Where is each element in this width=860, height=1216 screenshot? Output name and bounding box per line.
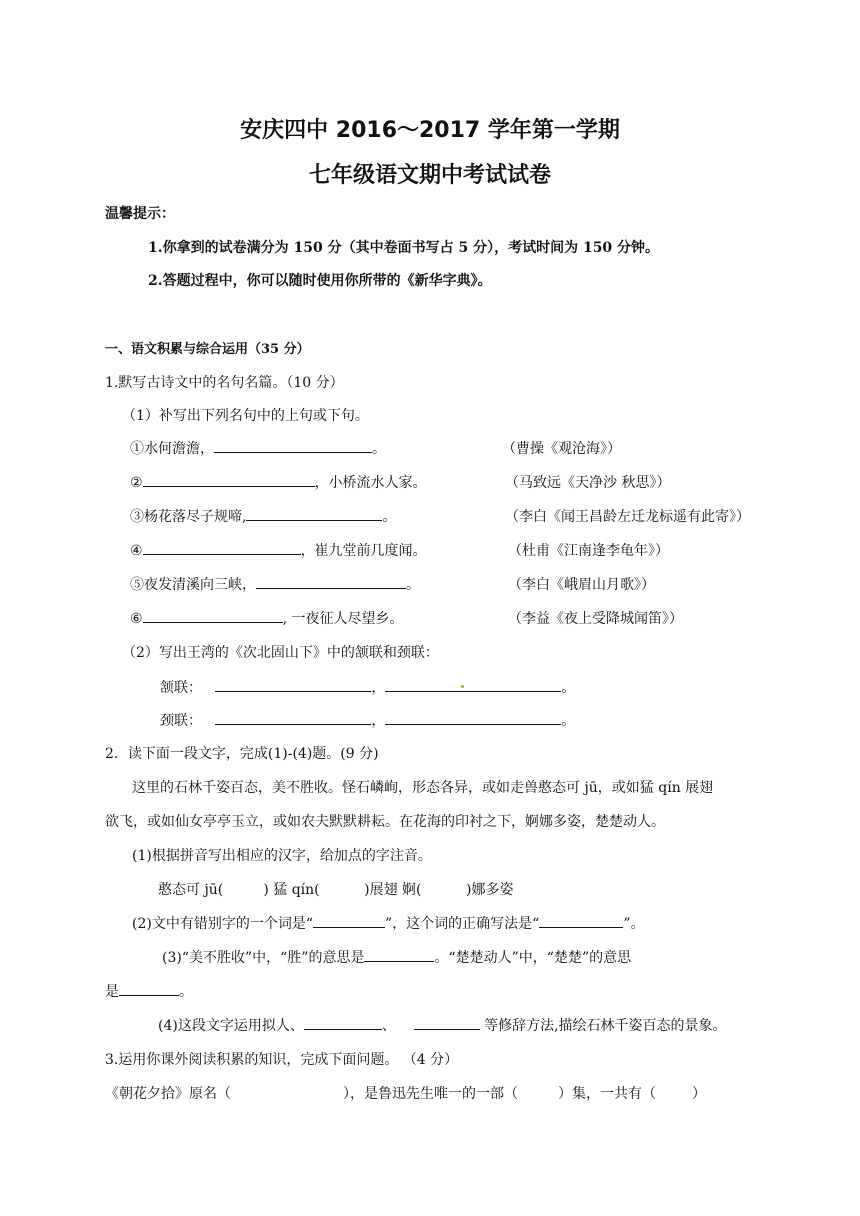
question-1: 1.默写古诗文中的名句名篇。（10 分） [105,375,344,391]
question-2-part-3: (3)“美不胜收”中，“胜”的意思是 。“楚楚动人”中，“楚楚”的意思 [162,947,631,967]
section-heading: 一、语文积累与综合运用（35 分） [105,342,310,357]
page-title: 安庆四中 2016～2017 学年第一学期 [240,118,620,143]
answer-blank[interactable] [143,472,315,487]
question-2-part-3-cont: 是 。 [105,981,193,1001]
mark-dot [461,685,464,688]
question-3: 3.运用你课外阅读积累的知识，完成下面问题。 （4 分） [105,1052,459,1068]
question-1-part-1: （1）补写出下列名句中的上句或下句。 [122,408,369,424]
pinyin-line: 憨态可 jū( ) 猛 qín( )展翅 婀( )娜多姿 [158,882,514,898]
answer-blank[interactable] [143,608,283,623]
poem-source: （马致远《天净沙 秋思》） [505,475,671,491]
answer-blank[interactable] [215,710,371,725]
poem-line: ⑤夜发清溪向三峡， 。 [130,574,420,594]
answer-blank[interactable] [119,981,179,996]
tips-label: 温馨提示： [105,206,175,222]
poem-line: ⑥ , 一夜征人尽望乡。 [130,608,403,628]
answer-blank[interactable] [539,913,623,928]
answer-blank[interactable] [246,506,382,521]
poem-line: ② ，小桥流水人家。 [130,472,427,492]
answer-blank[interactable] [385,710,561,725]
answer-blank[interactable] [215,677,371,692]
answer-blank[interactable] [214,438,372,453]
answer-blank[interactable] [385,677,561,692]
question-2-part-4: (4)这段文字运用拟人、 、 等修辞方法,描绘石林千姿百态的景象。 [158,1015,727,1035]
passage-line: 欲飞，或如仙女亭亭玉立，或如农夫默默耕耘。在花海的印衬之下，婀娜多姿，楚楚动人。 [105,814,665,830]
answer-blank[interactable] [304,1015,382,1030]
poem-line: ①水何澹澹， 。 [130,438,386,458]
poem-source: （杜甫《江南逢李龟年》） [508,543,669,559]
question-2-part-1: (1)根据拼音写出相应的汉字，给加点的字注音。 [132,848,432,864]
poem-line: ④ ，崔九堂前几度闻。 [130,540,427,560]
question-1-part-2: （2）写出王湾的《次北固山下》中的颔联和颈联： [122,645,439,661]
answer-blank[interactable] [313,913,385,928]
jinglian-line: 颈联： ， 。 [160,710,575,730]
answer-blank[interactable] [143,540,301,555]
poem-source: （李白《峨眉山月歌》） [508,577,655,593]
tips-item-1: 1.你拿到的试卷满分为 150 分（其中卷面书写占 5 分），考试时间为 150 分钟。 [148,240,660,256]
page-subtitle: 七年级语文期中考试试卷 [308,163,551,188]
answer-blank[interactable] [256,574,406,589]
question-2: 2．读下面一段文字，完成(1)-(4)题。(9 分) [105,746,379,762]
passage-line: 这里的石林千姿百态，美不胜收。怪石嶙峋，形态各异，或如走兽憨态可 jū，或如猛 qín 展翅 [132,780,714,796]
hanlian-line: 颔联： ， 。 [160,677,575,697]
question-3-line: 《朝花夕拾》原名（ ），是鲁迅先生唯一的一部（ ）集，一共有（ ） [105,1086,706,1102]
poem-source: （曹操《观沧海》） [502,441,621,457]
poem-line: ③杨花落尽子规啼, 。 [130,506,396,526]
answer-blank[interactable] [364,947,434,962]
question-2-part-2: (2)文中有错别字的一个词是“ ”，这个词的正确写法是“ ”。 [132,913,645,933]
poem-source: （李益《夜上受降城闻笛》） [508,611,683,627]
answer-blank[interactable] [414,1015,480,1030]
tips-item-2: 2.答题过程中，你可以随时使用你所带的《新华字典》。 [148,273,492,289]
poem-source: （李白《闻王昌龄左迁龙标遥有此寄》） [505,509,750,525]
